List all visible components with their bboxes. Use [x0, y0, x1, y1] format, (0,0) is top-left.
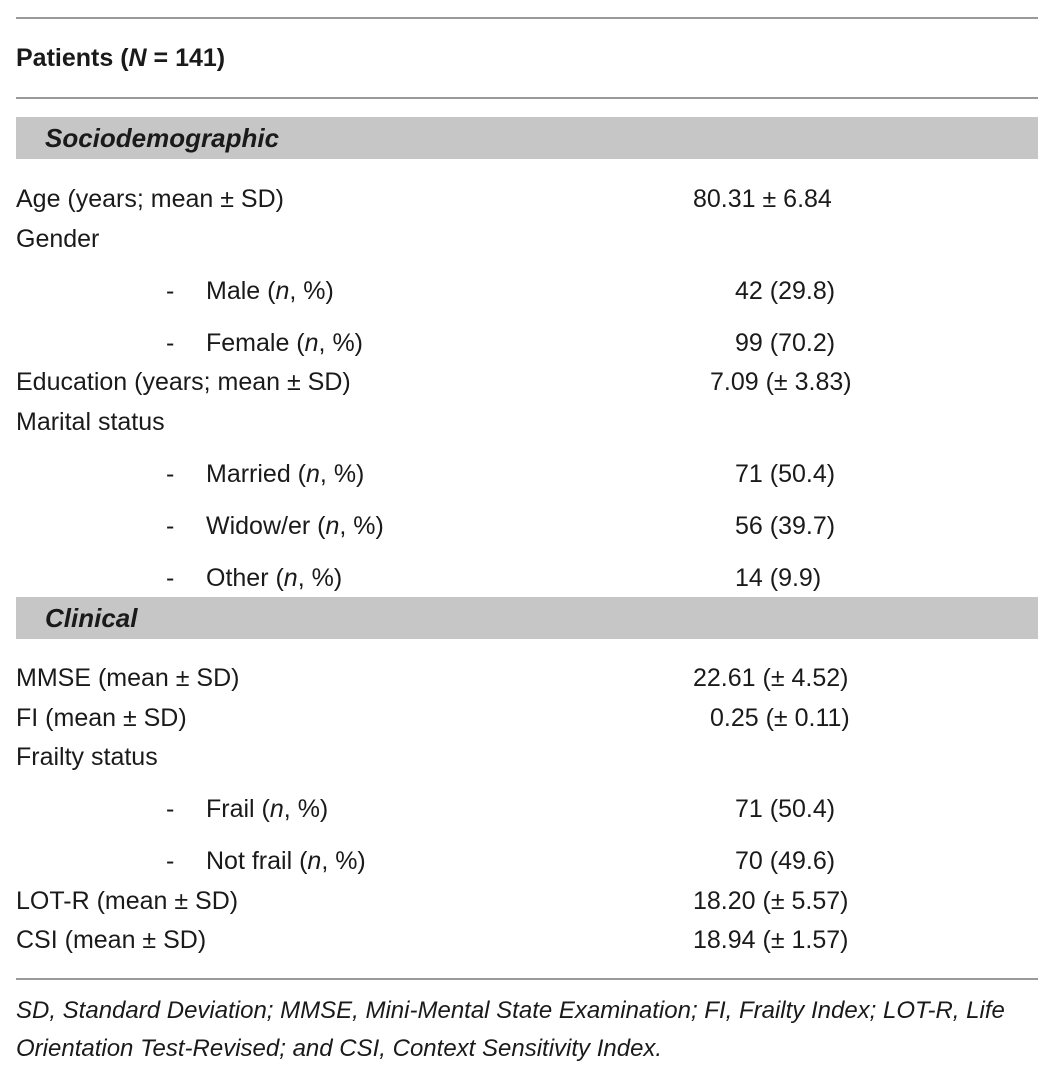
row-other: [0, 560, 1058, 596]
row-value: 0.25 (± 0.11): [710, 704, 850, 732]
row-label: Not frail (n, %): [206, 847, 366, 875]
row-label: MMSE (mean ± SD): [16, 664, 240, 692]
row-value: 71 (50.4): [735, 460, 836, 488]
row-female: [0, 325, 1058, 361]
row-gender: [0, 221, 1058, 257]
row-label: Male (n, %): [206, 277, 334, 305]
row-label: Education (years; mean ± SD): [16, 368, 351, 396]
row-mmse: [0, 660, 1058, 696]
row-age: [0, 181, 1058, 217]
row-frail: [0, 791, 1058, 827]
row-value: 56 (39.7): [735, 512, 836, 540]
row-value: 71 (50.4): [735, 795, 836, 823]
row-lotr: [0, 883, 1058, 919]
row-value: 22.61 (± 4.52): [693, 664, 849, 692]
header-prefix: Patients (: [16, 44, 129, 72]
bullet-dash: -: [166, 512, 175, 540]
bullet-dash: -: [166, 460, 175, 488]
row-label: Marital status: [16, 408, 165, 436]
bullet-dash: -: [166, 277, 175, 305]
row-male: [0, 273, 1058, 309]
section-clinical: [16, 597, 1038, 639]
row-value: 18.94 (± 1.57): [693, 926, 849, 954]
bullet-dash: -: [166, 329, 175, 357]
row-value: 99 (70.2): [735, 329, 836, 357]
header-suffix: = 141): [146, 44, 226, 72]
bullet-dash: -: [166, 795, 175, 823]
row-label: CSI (mean ± SD): [16, 926, 207, 954]
row-label: Widow/er (n, %): [206, 512, 384, 540]
row-education: [0, 364, 1058, 400]
row-label: Age (years; mean ± SD): [16, 185, 284, 213]
row-value: 80.31 ± 6.84: [693, 185, 832, 213]
row-label: Other (n, %): [206, 564, 343, 592]
row-value: 42 (29.8): [735, 277, 836, 305]
row-not-frail: [0, 843, 1058, 879]
table-header: [16, 40, 225, 76]
header-n-symbol: N: [128, 44, 147, 72]
section-sociodemographic: [16, 117, 1038, 159]
row-label: Female (n, %): [206, 329, 363, 357]
row-fi: [0, 700, 1058, 736]
table-bottom-rule: [16, 978, 1038, 980]
row-label: Frail (n, %): [206, 795, 329, 823]
row-label: Married (n, %): [206, 460, 365, 488]
section-title: Clinical: [45, 603, 138, 633]
bullet-dash: -: [166, 564, 175, 592]
header-bottom-rule: [16, 97, 1038, 99]
row-csi: [0, 922, 1058, 958]
row-label: Frailty status: [16, 743, 158, 771]
row-label: Gender: [16, 225, 100, 253]
row-widow: [0, 508, 1058, 544]
bullet-dash: -: [166, 847, 175, 875]
row-married: [0, 456, 1058, 492]
section-title: Sociodemographic: [45, 123, 280, 153]
row-value: 18.20 (± 5.57): [693, 887, 849, 915]
row-label: LOT-R (mean ± SD): [16, 887, 239, 915]
row-label: FI (mean ± SD): [16, 704, 187, 732]
row-value: 7.09 (± 3.83): [710, 368, 852, 396]
table-footnote: SD, Standard Deviation; MMSE, Mini-Mental State Examination; FI, Frailty Index; LOT-R, Life Orientation Test-Revised; and CSI, Context Sensitivity Index.: [16, 997, 1005, 1062]
row-frailty-status: [0, 739, 1058, 775]
table-top-rule: [16, 17, 1038, 19]
row-value: 14 (9.9): [735, 564, 822, 592]
row-value: 70 (49.6): [735, 847, 836, 875]
row-marital-status: [0, 404, 1058, 440]
